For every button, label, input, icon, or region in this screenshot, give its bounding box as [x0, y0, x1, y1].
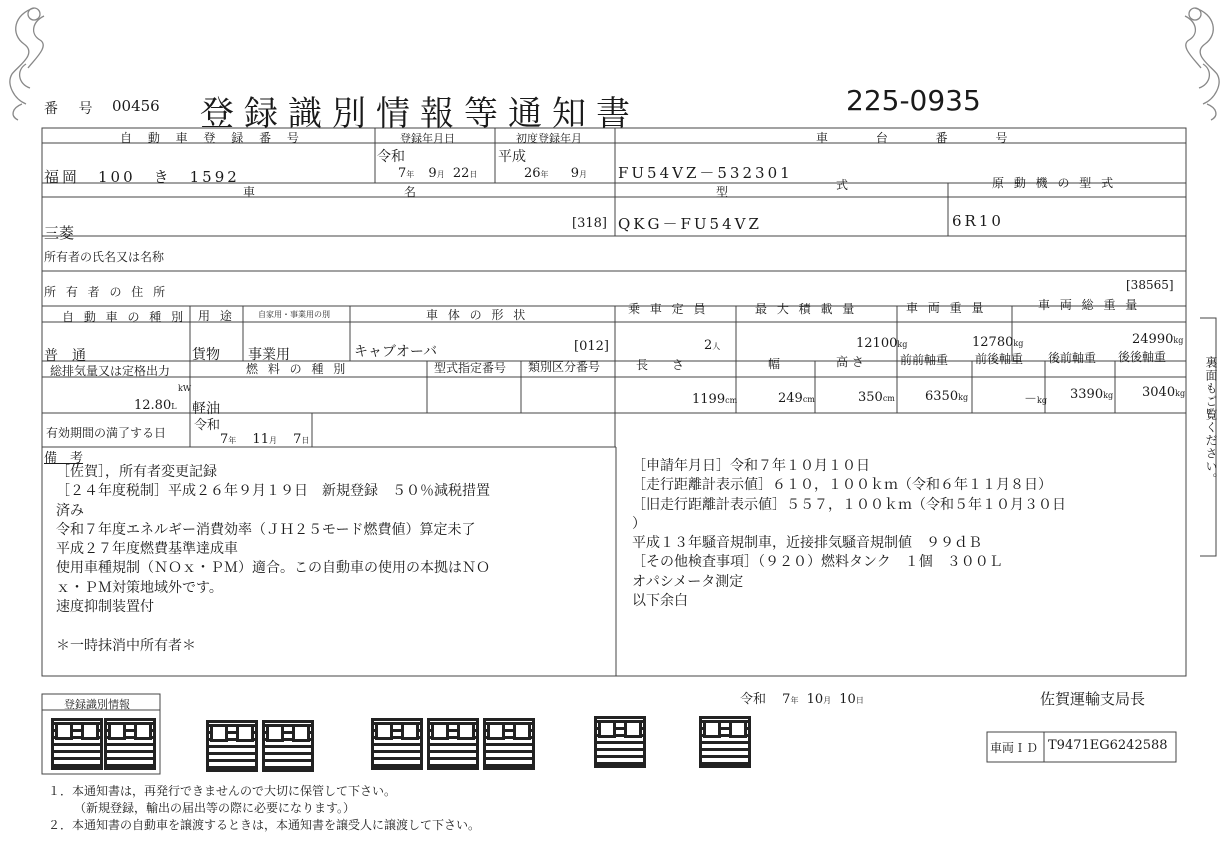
- first-reg-label: 初度登録年月: [516, 132, 582, 145]
- weight-label: 車 両 重 量: [906, 301, 987, 315]
- ref-code: 225-0935: [846, 84, 981, 117]
- first-era: 平成: [498, 149, 526, 165]
- length-label: 長 さ: [636, 358, 685, 372]
- width: 249cm: [778, 391, 815, 406]
- length: 1199cm: [692, 392, 738, 407]
- maker-code: [318]: [572, 216, 607, 231]
- remarks-line: 使用車種規制（ＮＯｘ・ＰＭ）適合。この自動車の使用の本拠はＮＯ: [56, 560, 490, 577]
- model: QKG－FU54VZ: [618, 215, 762, 233]
- model-label-2: 式: [836, 178, 849, 192]
- qr-code-icon: [206, 720, 258, 772]
- reg-date: 7年 9月 22日: [398, 166, 478, 181]
- expiry-date: 7年 11月 7日: [220, 432, 310, 447]
- remarks-line: 平成１３年騒音規制車，近接排気騒音規制値 ９９ｄＢ: [632, 535, 982, 552]
- ff-axle: 6350kg: [925, 389, 969, 404]
- remarks-line: ）: [632, 515, 646, 532]
- gross-label: 車 両 総 重 量: [1038, 298, 1141, 312]
- issue-date: 令和 7年 10月 10日: [740, 692, 864, 707]
- owner-address-label: 所 有 者 の 住 所: [44, 285, 169, 299]
- engine-label: 原 動 機 の 型 式: [992, 176, 1117, 190]
- model-label-1: 型: [716, 185, 729, 199]
- remarks-line: 以下余白: [632, 593, 688, 610]
- reg-era: 令和: [377, 149, 405, 165]
- qr-code-icon: [427, 718, 479, 770]
- note-1b: （新規登録，輸出の届出等の際に必要になります。）: [74, 801, 356, 815]
- page-title: 登録識別情報等通知書: [200, 94, 640, 134]
- fuel-label: 燃 料 の 種 別: [246, 362, 349, 376]
- owner-name-label: 所有者の氏名又は名称: [44, 250, 165, 264]
- remarks-line: ［２４年度税制］平成２６年９月１９日 新規登録 ５０％減税措置: [56, 483, 490, 500]
- remarks-line: ［佐賀］，所有者変更記録: [56, 464, 217, 480]
- remarks-line: ［その他検査事項］（９２０）燃料タンク １個 ３００Ｌ: [632, 554, 1003, 571]
- car-label: 車: [243, 185, 256, 199]
- qr-code-icon: [594, 716, 646, 768]
- engine: 6R10: [952, 212, 1004, 230]
- qr-code-icon: [262, 720, 314, 772]
- body-code: [012]: [574, 339, 609, 354]
- chassis-label: 車 台 番 号: [816, 131, 1008, 145]
- number-value: 00456: [112, 97, 160, 115]
- remarks-line: 速度抑制装置付: [56, 599, 154, 616]
- remarks-right: [632, 457, 1066, 611]
- remarks-line: ［申請年月日］令和７年１０月１０日: [632, 458, 870, 474]
- body-label: 車 体 の 形 状: [426, 308, 529, 322]
- rf-axle-label: 後前軸重: [1048, 351, 1097, 365]
- vehicle-id: T9471EG6242588: [1048, 738, 1168, 753]
- number-label: 番 号: [44, 101, 101, 117]
- maker: 三菱: [44, 224, 75, 242]
- qr-code-icon: [104, 718, 156, 770]
- disp-unit-top: kW: [178, 384, 192, 393]
- reg-number-label: 自 動 車 登 録 番 号: [120, 131, 305, 145]
- owner-address-code: [38565]: [1126, 278, 1174, 292]
- displacement-label: 総排気量又は定格出力: [50, 364, 171, 378]
- type-label: 自 動 車 の 種 別: [62, 310, 187, 324]
- reg-date-label: 登録年月日: [400, 132, 455, 145]
- remarks-line: ［旧走行距離計表示値］５５７，１００ｋｍ（令和５年１０月３０日: [632, 496, 1066, 513]
- capacity: 2人: [704, 338, 721, 353]
- expiry-label: 有効期間の満了する日: [46, 426, 167, 440]
- vehicle-id-label: 車両ＩＤ: [990, 741, 1039, 755]
- vehicle-type: 普 通: [44, 348, 86, 364]
- remarks-line: 平成２７年度燃費基準達成車: [56, 541, 238, 558]
- remarks-line: [56, 617, 490, 636]
- height-label: 高 さ: [836, 355, 864, 369]
- class-label: 類別区分番号: [528, 360, 601, 374]
- remarks-line: オパシメータ測定: [632, 573, 744, 590]
- rr-axle-label: 後後軸重: [1118, 350, 1167, 364]
- vehicle-weight: 12780kg: [972, 335, 1024, 350]
- fuel: 軽油: [192, 401, 220, 417]
- vehicle-private: 事業用: [248, 347, 290, 363]
- side-note: 裏面もご覧ください。: [1204, 356, 1218, 486]
- remarks-line: 令和７年度エネルギー消費効率（ＪＨ２５モード燃費値）算定未了: [56, 521, 476, 538]
- vehicle-body: キャブオーバ: [354, 344, 438, 360]
- rf-axle: 3390kg: [1070, 387, 1114, 402]
- qr-code-icon: [699, 716, 751, 768]
- expiry-era: 令和: [194, 418, 221, 433]
- note-2: ２．本通知書の自動車を譲渡するときは，本通知書を譲受人に譲渡して下さい。: [48, 818, 481, 832]
- private-label: 自家用・事業用の別: [258, 310, 330, 319]
- remarks-left: [56, 463, 490, 656]
- ff-axle-label: 前前軸重: [900, 353, 949, 367]
- remarks-line: ＊一時抹消中所有者＊: [56, 637, 196, 654]
- capacity-label: 乗 車 定 員: [628, 302, 709, 316]
- fr-axle: －kg: [1024, 392, 1047, 407]
- height: 350cm: [858, 390, 895, 405]
- max-load: 12100kg: [856, 336, 908, 351]
- authority: 佐賀運輸支局長: [1040, 690, 1146, 708]
- qr-code-icon: [371, 718, 423, 770]
- qr-code-icon: [483, 718, 535, 770]
- remarks-line: ｘ・ＰＭ対策地域外です。: [56, 579, 223, 596]
- fr-axle-label: 前後軸重: [975, 352, 1024, 366]
- max-load-label: 最 大 積 載 量: [755, 302, 858, 316]
- qr-label: 登録識別情報: [64, 698, 130, 711]
- remarks-label: 備 考: [44, 451, 84, 466]
- reg-number: 福岡 100 き 1592: [44, 168, 240, 186]
- gross-weight: 24990kg: [1132, 332, 1184, 347]
- note-1: １．本通知書は，再発行できませんので大切に保管して下さい。: [48, 784, 397, 798]
- remarks-line: ［走行距離計表示値］６１０，１００ｋｍ（令和６年１１月８日）: [632, 477, 1052, 494]
- qr-code-icon: [51, 718, 103, 770]
- type-cert-label: 型式指定番号: [434, 361, 507, 375]
- rr-axle: 3040kg: [1142, 385, 1186, 400]
- vehicle-use: 貨物: [192, 347, 220, 363]
- width-label: 幅: [768, 357, 781, 371]
- chassis-number: FU54VZ－532301: [618, 164, 793, 182]
- first-reg-date: 26年 9月: [524, 166, 587, 181]
- name-label: 名: [404, 185, 417, 199]
- displacement: 12.80L: [134, 398, 177, 413]
- remarks-line: 済み: [56, 502, 84, 519]
- use-label: 用 途: [198, 309, 235, 323]
